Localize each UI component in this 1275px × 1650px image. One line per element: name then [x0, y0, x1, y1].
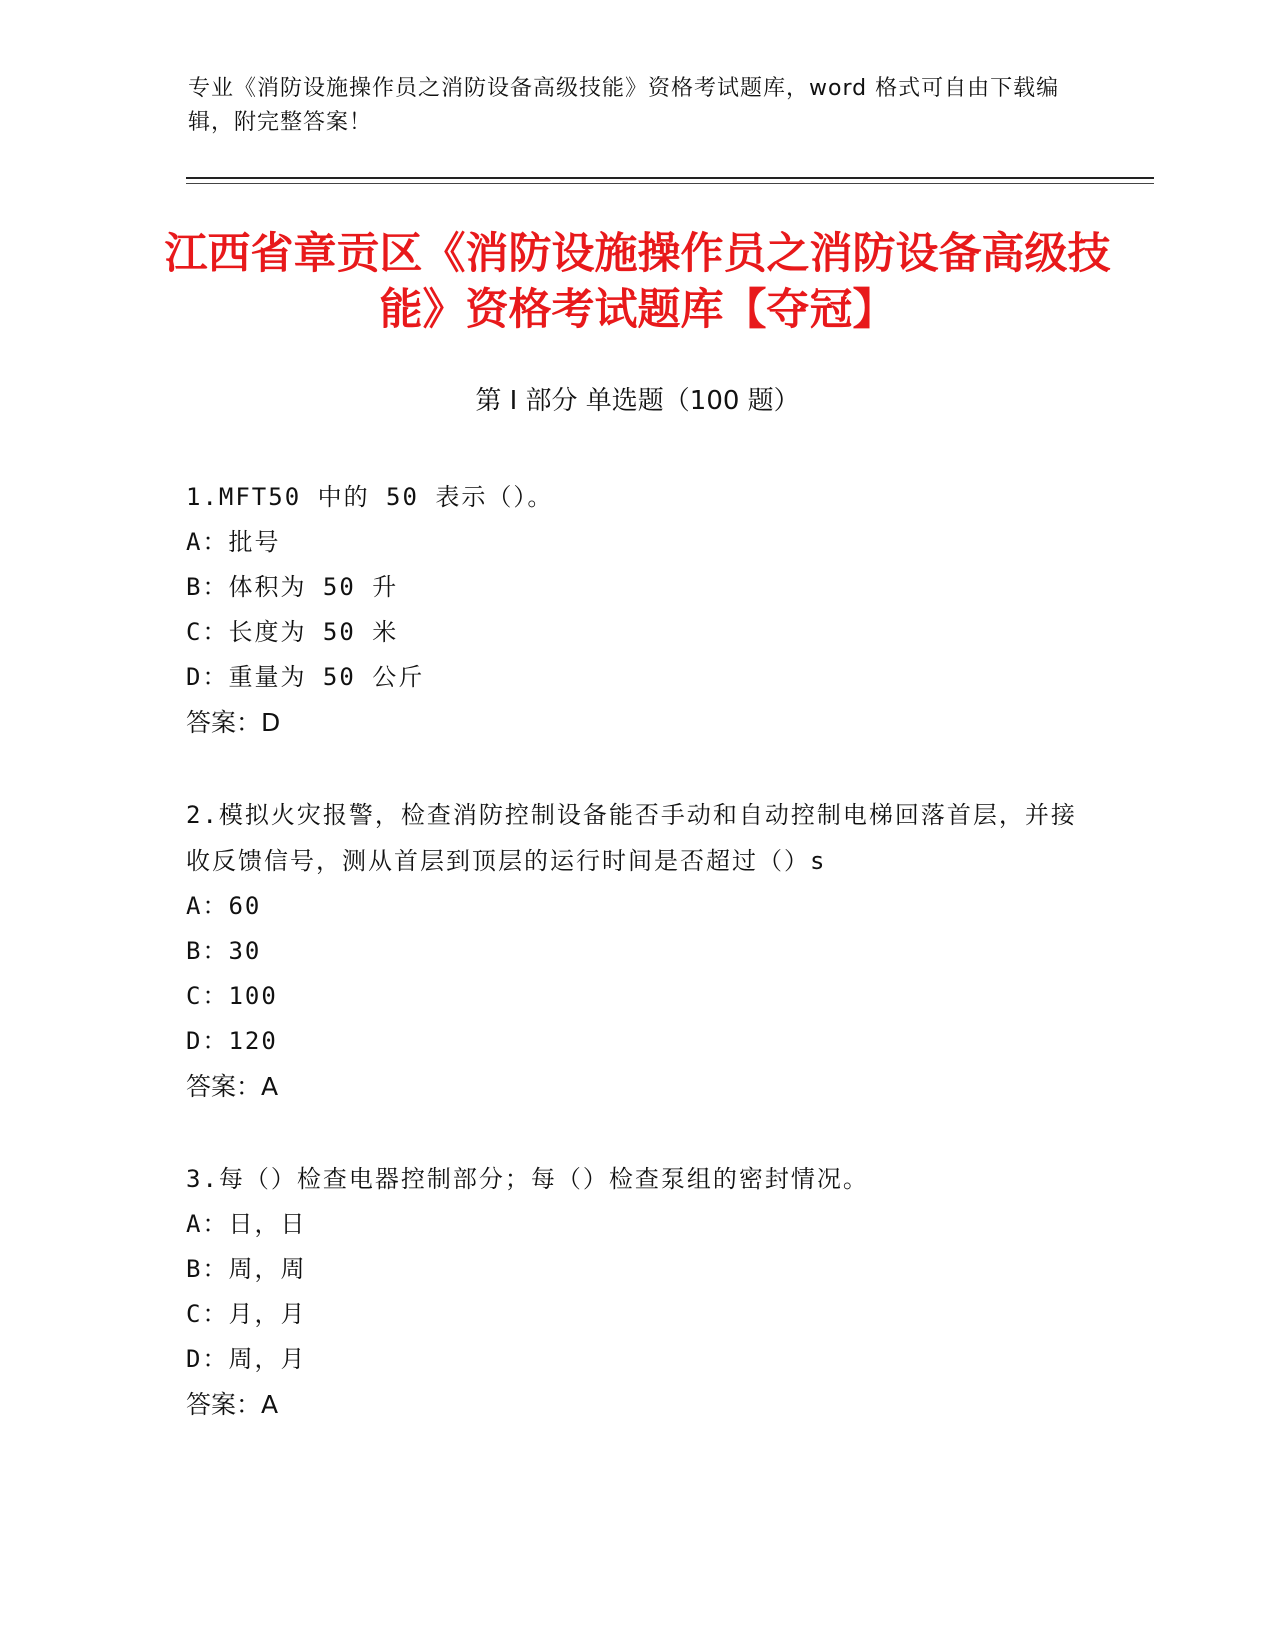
answer: 答案：A [186, 1072, 279, 1101]
option-b: B：30 [186, 937, 262, 965]
question-1 [186, 474, 1086, 746]
option-c: C：月，月 [186, 1300, 307, 1328]
header-divider [186, 177, 1154, 179]
option-c: C：100 [186, 982, 278, 1010]
option-b: B：周，周 [186, 1255, 307, 1283]
document-title: 江西省章贡区《消防设施操作员之消防设备高级技能》资格考试题库【夺冠】 [164, 229, 1111, 335]
question-stem: 2.模拟火灾报警，检查消防控制设备能否手动和自动控制电梯回落首层，并接收反馈信号，测从首层到顶层的运行时间是否超过（）s [186, 801, 1077, 875]
option-c: C：长度为 50 米 [186, 618, 399, 646]
option-b: B：体积为 50 升 [186, 573, 399, 601]
option-a: A：60 [186, 892, 262, 920]
answer: 答案：A [186, 1390, 279, 1419]
question-3 [186, 1156, 1086, 1428]
header-divider-thin [186, 183, 1154, 184]
question-2 [186, 792, 1086, 1110]
section-heading: 第 I 部分 单选题（100 题） [475, 386, 800, 416]
header-note: 专业《消防设施操作员之消防设备高级技能》资格考试题库，word 格式可自由下载编辑，附完整答案！ [188, 76, 1060, 135]
question-stem: 3.每（）检查电器控制部分；每（）检查泵组的密封情况。 [186, 1165, 869, 1193]
option-a: A：日，日 [186, 1210, 307, 1238]
option-a: A：批号 [186, 528, 281, 556]
answer: 答案：D [186, 708, 281, 737]
option-d: D：周，月 [186, 1345, 307, 1373]
question-stem: 1.MFT50 中的 50 表示（）。 [186, 483, 554, 511]
option-d: D：120 [186, 1027, 278, 1055]
option-d: D：重量为 50 公斤 [186, 663, 425, 691]
question-list [186, 474, 1086, 1474]
